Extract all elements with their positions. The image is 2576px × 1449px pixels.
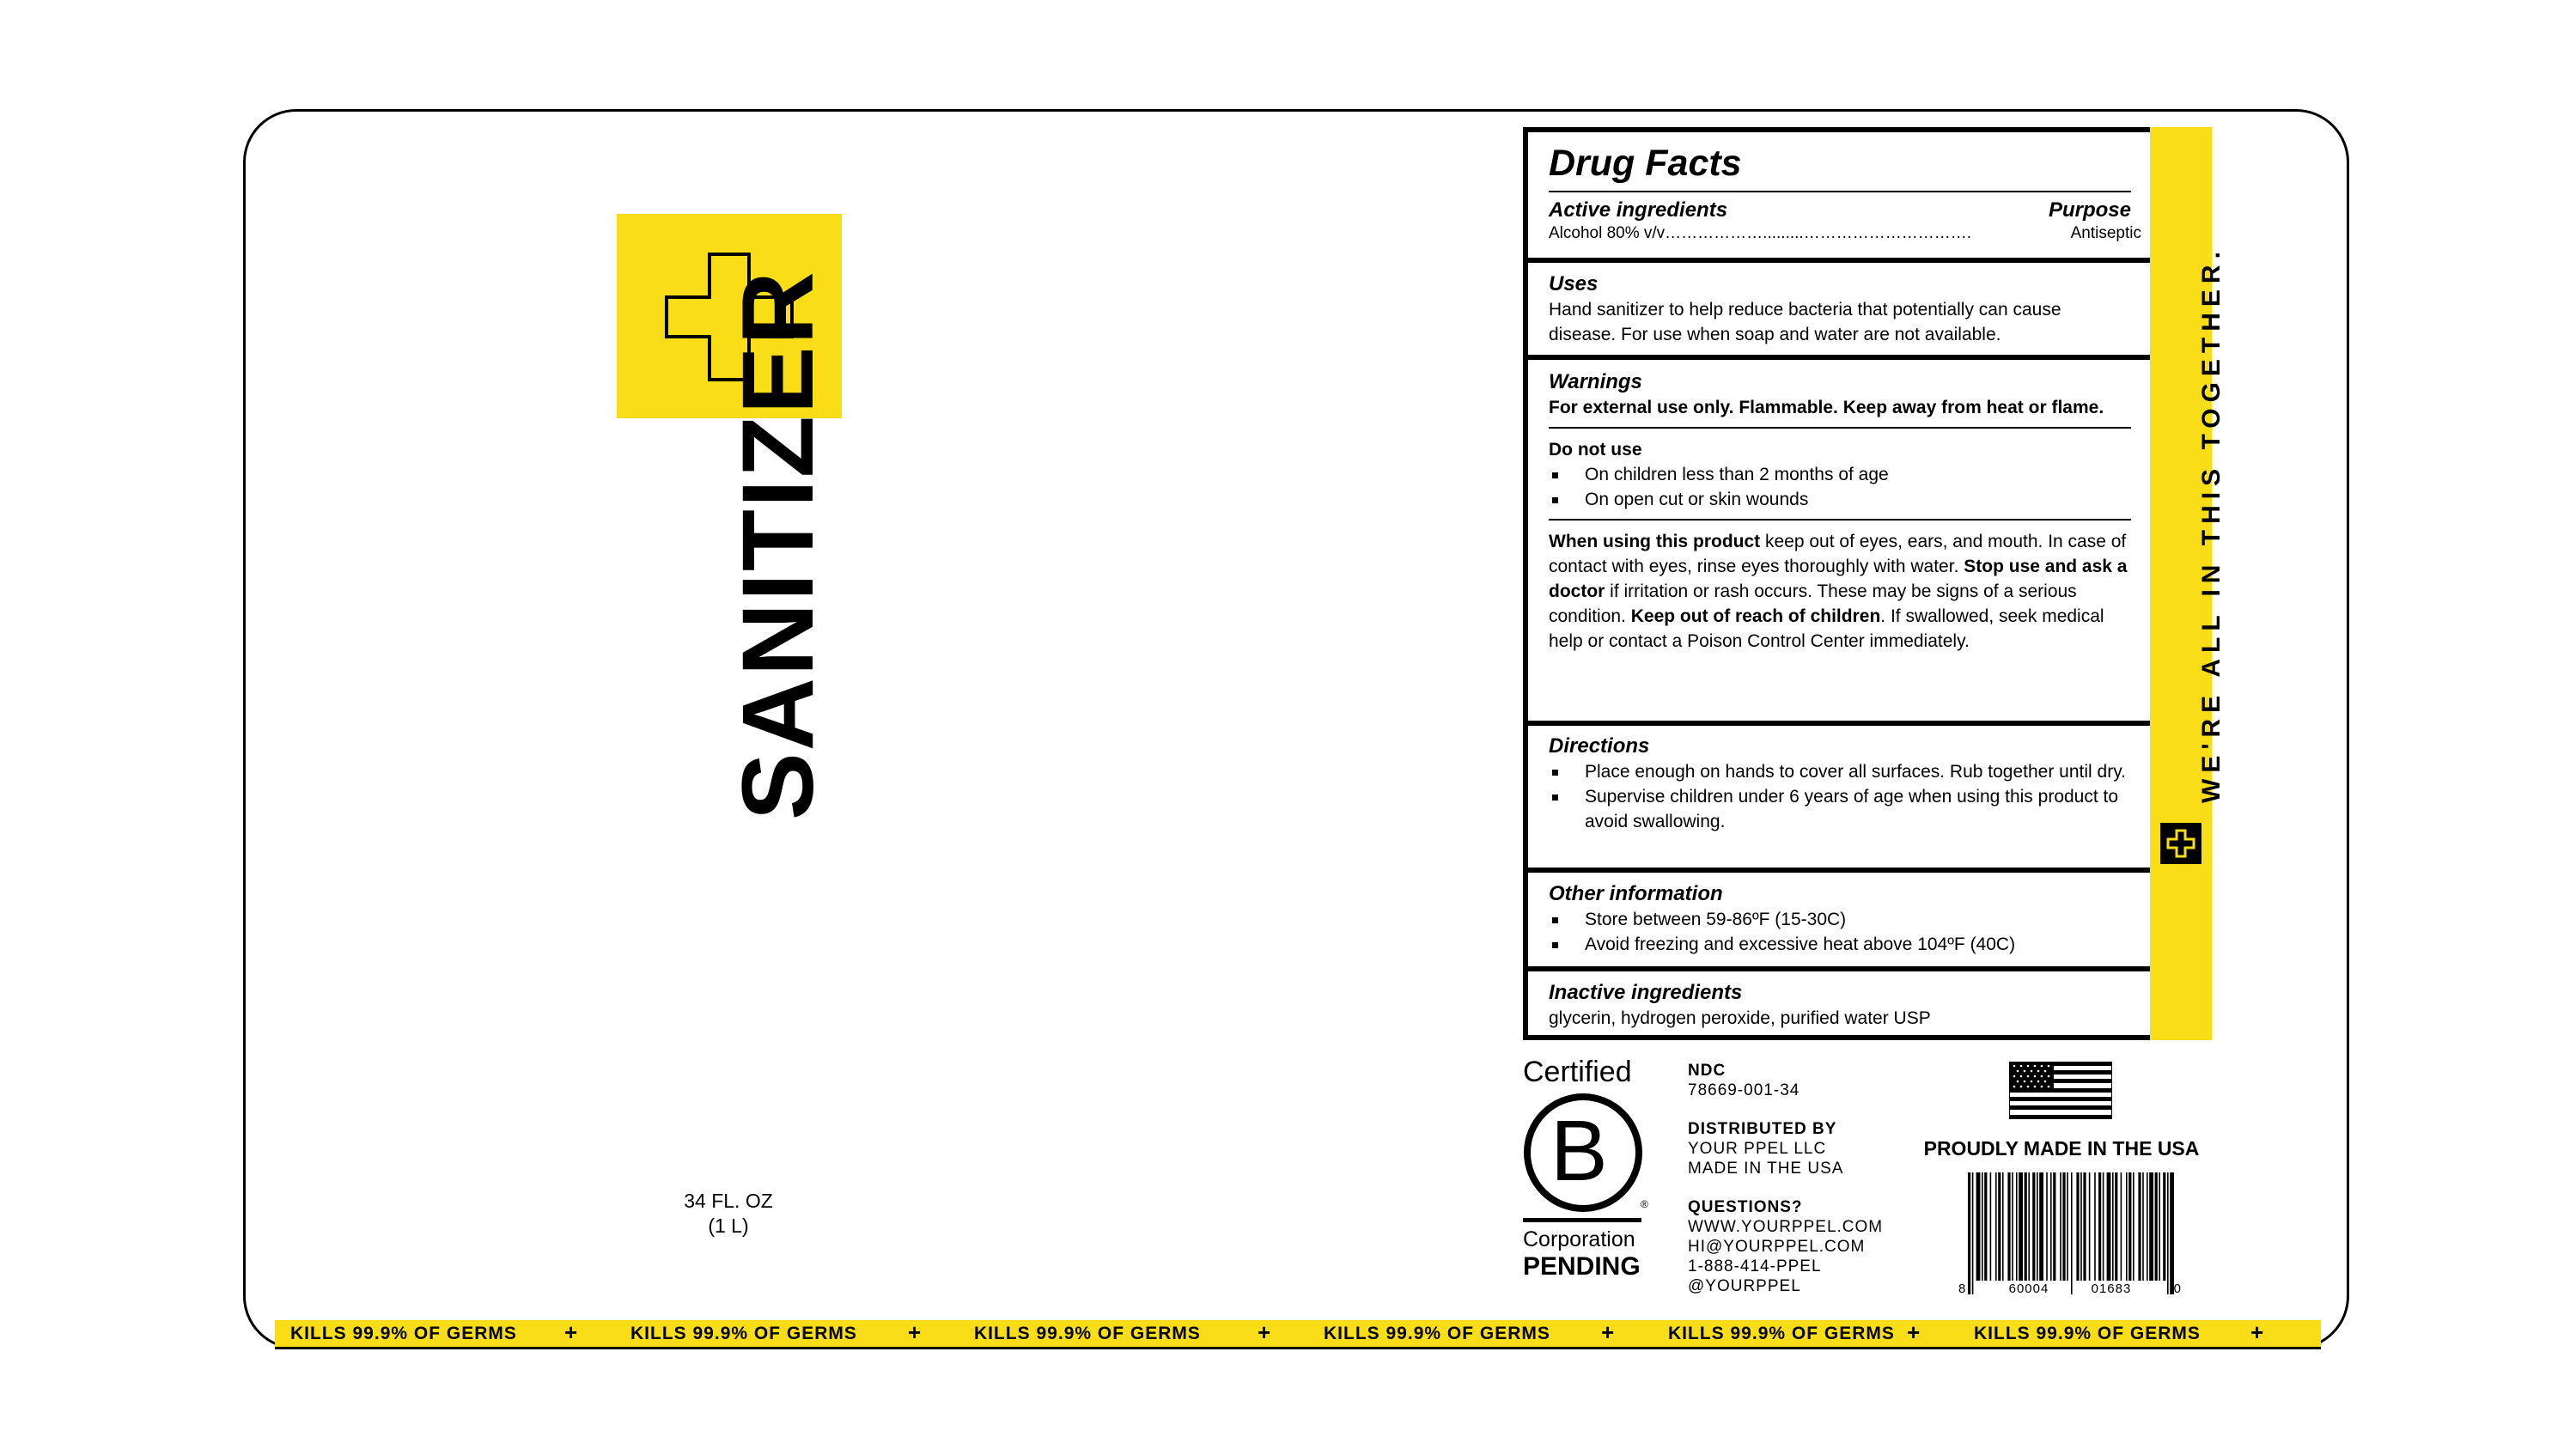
- directions-list: [1549, 759, 2131, 834]
- barcode-bar: [2121, 1172, 2122, 1281]
- barcode-digit: 60004: [2008, 1282, 2049, 1296]
- other-info-heading: Other information: [1549, 882, 1723, 905]
- distributor: YOUR PPEL LLC: [1688, 1140, 1827, 1158]
- when-using-paragraph: [1549, 529, 2131, 654]
- stop-use-text: if irritation or rash occurs. These may be signs of a serious condition.: [1549, 581, 2077, 626]
- barcode-bar: [2050, 1172, 2052, 1281]
- barcode-bar: [2089, 1172, 2091, 1281]
- barcode-bar: [2053, 1172, 2055, 1281]
- drug-facts-panel: [1523, 127, 2157, 1040]
- list-item: Supervise children under 6 years of age when using this product to avoid swallowing.: [1549, 784, 2131, 834]
- barcode-bar: [2138, 1172, 2141, 1281]
- questions-label: QUESTIONS?: [1688, 1198, 1803, 1216]
- barcode-bar: [2170, 1172, 2174, 1294]
- bcorp-logo: [1523, 1089, 1650, 1227]
- warnings-heading: Warnings: [1549, 370, 1642, 393]
- section-divider: [1528, 966, 2152, 971]
- barcode-bar: [2112, 1172, 2114, 1281]
- uses-text: Hand sanitizer to help reduce bacteria that potentially can cause disease. For use when soap and water are not available.: [1549, 300, 2061, 344]
- barcode-bar: [2149, 1172, 2153, 1281]
- section-divider: [1528, 721, 2152, 726]
- keep-out-bold: Keep out of reach of children: [1630, 606, 1881, 626]
- uses-section: [1528, 271, 2152, 347]
- stop-use-bold: Stop use and ask a doctor: [1549, 557, 2128, 601]
- drug-facts-title: Drug Facts: [1549, 143, 1742, 184]
- social-handle: @YOURPPEL: [1688, 1277, 1801, 1295]
- us-flag-icon: [2009, 1062, 2112, 1119]
- barcode-bar: [2037, 1172, 2038, 1281]
- barcode-bar: [2167, 1172, 2169, 1294]
- purpose-heading: Purpose: [2048, 198, 2131, 222]
- barcode-bar: [2103, 1172, 2104, 1281]
- barcode-bar: [2076, 1172, 2079, 1281]
- other-info-section: [1528, 881, 2152, 957]
- strip-text: KILLS 99.9% OF GERMS: [290, 1324, 517, 1343]
- when-using-bold: When using this product: [1549, 532, 1761, 551]
- barcode-bar: [2032, 1172, 2035, 1281]
- active-ingredient: Alcohol 80% v/v……………….........………………………….: [1549, 224, 1971, 242]
- barcode-bar: [2098, 1172, 2101, 1281]
- strip-plus-icon: +: [1907, 1319, 1921, 1345]
- strip-plus-icon: +: [1601, 1319, 1615, 1345]
- barcode-bar: [1984, 1172, 1987, 1281]
- uses-heading: Uses: [1549, 272, 1599, 295]
- list-item: On children less than 2 months of age: [1549, 462, 2131, 487]
- bcorp-letter: B: [1550, 1103, 1608, 1199]
- barcode: [1964, 1172, 2177, 1300]
- email: HI@YOURPPEL.COM: [1688, 1238, 1866, 1256]
- barcode-bar: [2083, 1172, 2086, 1281]
- inactive-section: [1528, 980, 2152, 1031]
- ndc-number: 78669-001-34: [1688, 1081, 1800, 1099]
- volume: [653, 1189, 804, 1239]
- distributed-label: DISTRIBUTED BY: [1688, 1120, 1837, 1138]
- barcode-digit: 0: [2173, 1282, 2182, 1296]
- warnings-text: For external use only. Flammable. Keep away from heat or flame.: [1549, 398, 2104, 417]
- drug-facts-header: [1528, 132, 2152, 244]
- directions-heading: Directions: [1549, 734, 1650, 758]
- when-using-text: keep out of eyes, ears, and mouth. In case of contact with eyes, rinse eyes thoroughly with water.: [1549, 532, 2127, 576]
- strip-text: KILLS 99.9% OF GERMS: [630, 1324, 857, 1343]
- barcode-bar: [2046, 1172, 2048, 1281]
- volume-liters: (1 L): [708, 1215, 749, 1237]
- strip-plus-icon: +: [1258, 1319, 1271, 1345]
- barcode-bar: [2155, 1172, 2158, 1281]
- barcode-bar: [2128, 1172, 2131, 1281]
- strip-plus-icon: +: [2250, 1319, 2264, 1345]
- barcode-bar: [2016, 1172, 2018, 1281]
- barcode-bar: [2080, 1172, 2082, 1281]
- divider: [1549, 191, 2131, 192]
- list-item: On open cut or skin wounds: [1549, 487, 2131, 512]
- barcode-digit: 8: [1958, 1282, 1967, 1296]
- warnings-section: [1528, 369, 2152, 654]
- do-not-use-heading: Do not use: [1549, 440, 1642, 460]
- barcode-bar: [2028, 1172, 2030, 1281]
- plus-cross-icon: [2166, 829, 2195, 858]
- barcode-bar: [2060, 1172, 2061, 1281]
- barcode-bar: [2107, 1172, 2111, 1281]
- list-item: Place enough on hands to cover all surfaces. Rub together until dry.: [1549, 759, 2131, 784]
- bottom-strip: [275, 1320, 2321, 1349]
- made-in: MADE IN THE USA: [1688, 1160, 1844, 1178]
- strip-text: KILLS 99.9% OF GERMS: [1668, 1324, 1895, 1343]
- barcode-bar: [1976, 1172, 1981, 1281]
- bcorp-badge: [1523, 1055, 1652, 1282]
- strip-plus-icon: +: [564, 1319, 578, 1345]
- bcorp-corporation: Corporation: [1523, 1227, 1635, 1251]
- strip-text: KILLS 99.9% OF GERMS: [974, 1324, 1201, 1343]
- section-divider: [1528, 868, 2152, 873]
- ndc-label: NDC: [1688, 1062, 1726, 1080]
- product-name: SANITIZER: [722, 270, 835, 820]
- barcode-bar: [2002, 1172, 2004, 1281]
- barcode-bar: [1998, 1172, 2001, 1281]
- list-item: Avoid freezing and excessive heat above 104ºF (40C): [1549, 932, 2131, 957]
- directions-section: [1528, 734, 2152, 834]
- barcode-bar: [2094, 1172, 2096, 1281]
- barcode-bar: [1995, 1172, 1997, 1281]
- bcorp-certified: Certified: [1523, 1056, 1632, 1088]
- barcode-bar: [2133, 1172, 2134, 1281]
- barcode-bar: [2126, 1172, 2128, 1281]
- keep-out-text: . If swallowed, seek medical help or contact a Poison Control Center immediately.: [1549, 606, 2104, 651]
- barcode-bar: [1968, 1172, 1970, 1294]
- barcode-bar: [2071, 1172, 2073, 1294]
- barcode-digits: [1958, 1282, 2182, 1296]
- bcorp-pending: PENDING: [1523, 1252, 1641, 1281]
- bcorp-registered: ®: [1641, 1198, 1648, 1210]
- barcode-bar: [2142, 1172, 2144, 1281]
- side-banner-badge: [2160, 823, 2201, 864]
- made-in-usa-text: PROUDLY MADE IN THE USA: [1923, 1137, 2200, 1160]
- barcode-bar: [2115, 1172, 2117, 1281]
- strip-text: KILLS 99.9% OF GERMS: [1324, 1324, 1550, 1343]
- barcode-bar: [1990, 1172, 1992, 1281]
- company-info: [1688, 1061, 1883, 1315]
- do-not-use-list: [1549, 462, 2131, 512]
- barcode-bar: [2007, 1172, 2010, 1281]
- barcode-bar: [2062, 1172, 2065, 1281]
- barcode-digit: 01683: [2091, 1282, 2132, 1296]
- other-info-list: [1549, 907, 2131, 957]
- divider: [1549, 519, 2131, 521]
- barcode-bar: [2025, 1172, 2027, 1281]
- barcode-bar: [2019, 1172, 2023, 1281]
- barcode-bar: [2039, 1172, 2043, 1281]
- purpose: Antiseptic: [2070, 224, 2141, 242]
- section-divider: [1528, 258, 2152, 263]
- barcode-bar: [1972, 1172, 1974, 1294]
- barcode-bar: [2163, 1172, 2165, 1281]
- divider: [1549, 427, 2131, 429]
- strip-plus-icon: +: [908, 1319, 922, 1345]
- website: WWW.YOURPPEL.COM: [1688, 1218, 1884, 1236]
- active-ingredients-heading: Active ingredients: [1549, 198, 1728, 222]
- list-item: Store between 59-86ºF (15-30C): [1549, 907, 2131, 932]
- barcode-bar: [2012, 1172, 2013, 1281]
- section-divider: [1528, 355, 2152, 360]
- side-banner-text: WE'RE ALL IN THIS TOGETHER.: [2197, 246, 2226, 803]
- inactive-heading: Inactive ingredients: [1549, 981, 1743, 1004]
- barcode-bar: [2159, 1172, 2160, 1281]
- barcode-bar: [2067, 1172, 2068, 1281]
- barcode-bar: [2147, 1172, 2148, 1281]
- phone: 1-888-414-PPEL: [1688, 1257, 1822, 1275]
- strip-text: KILLS 99.9% OF GERMS: [1974, 1324, 2201, 1343]
- barcode-bar: [1982, 1172, 1983, 1281]
- inactive-text: glycerin, hydrogen peroxide, purified water USP: [1549, 1008, 1931, 1028]
- volume-oz: 34 FL. OZ: [684, 1190, 773, 1212]
